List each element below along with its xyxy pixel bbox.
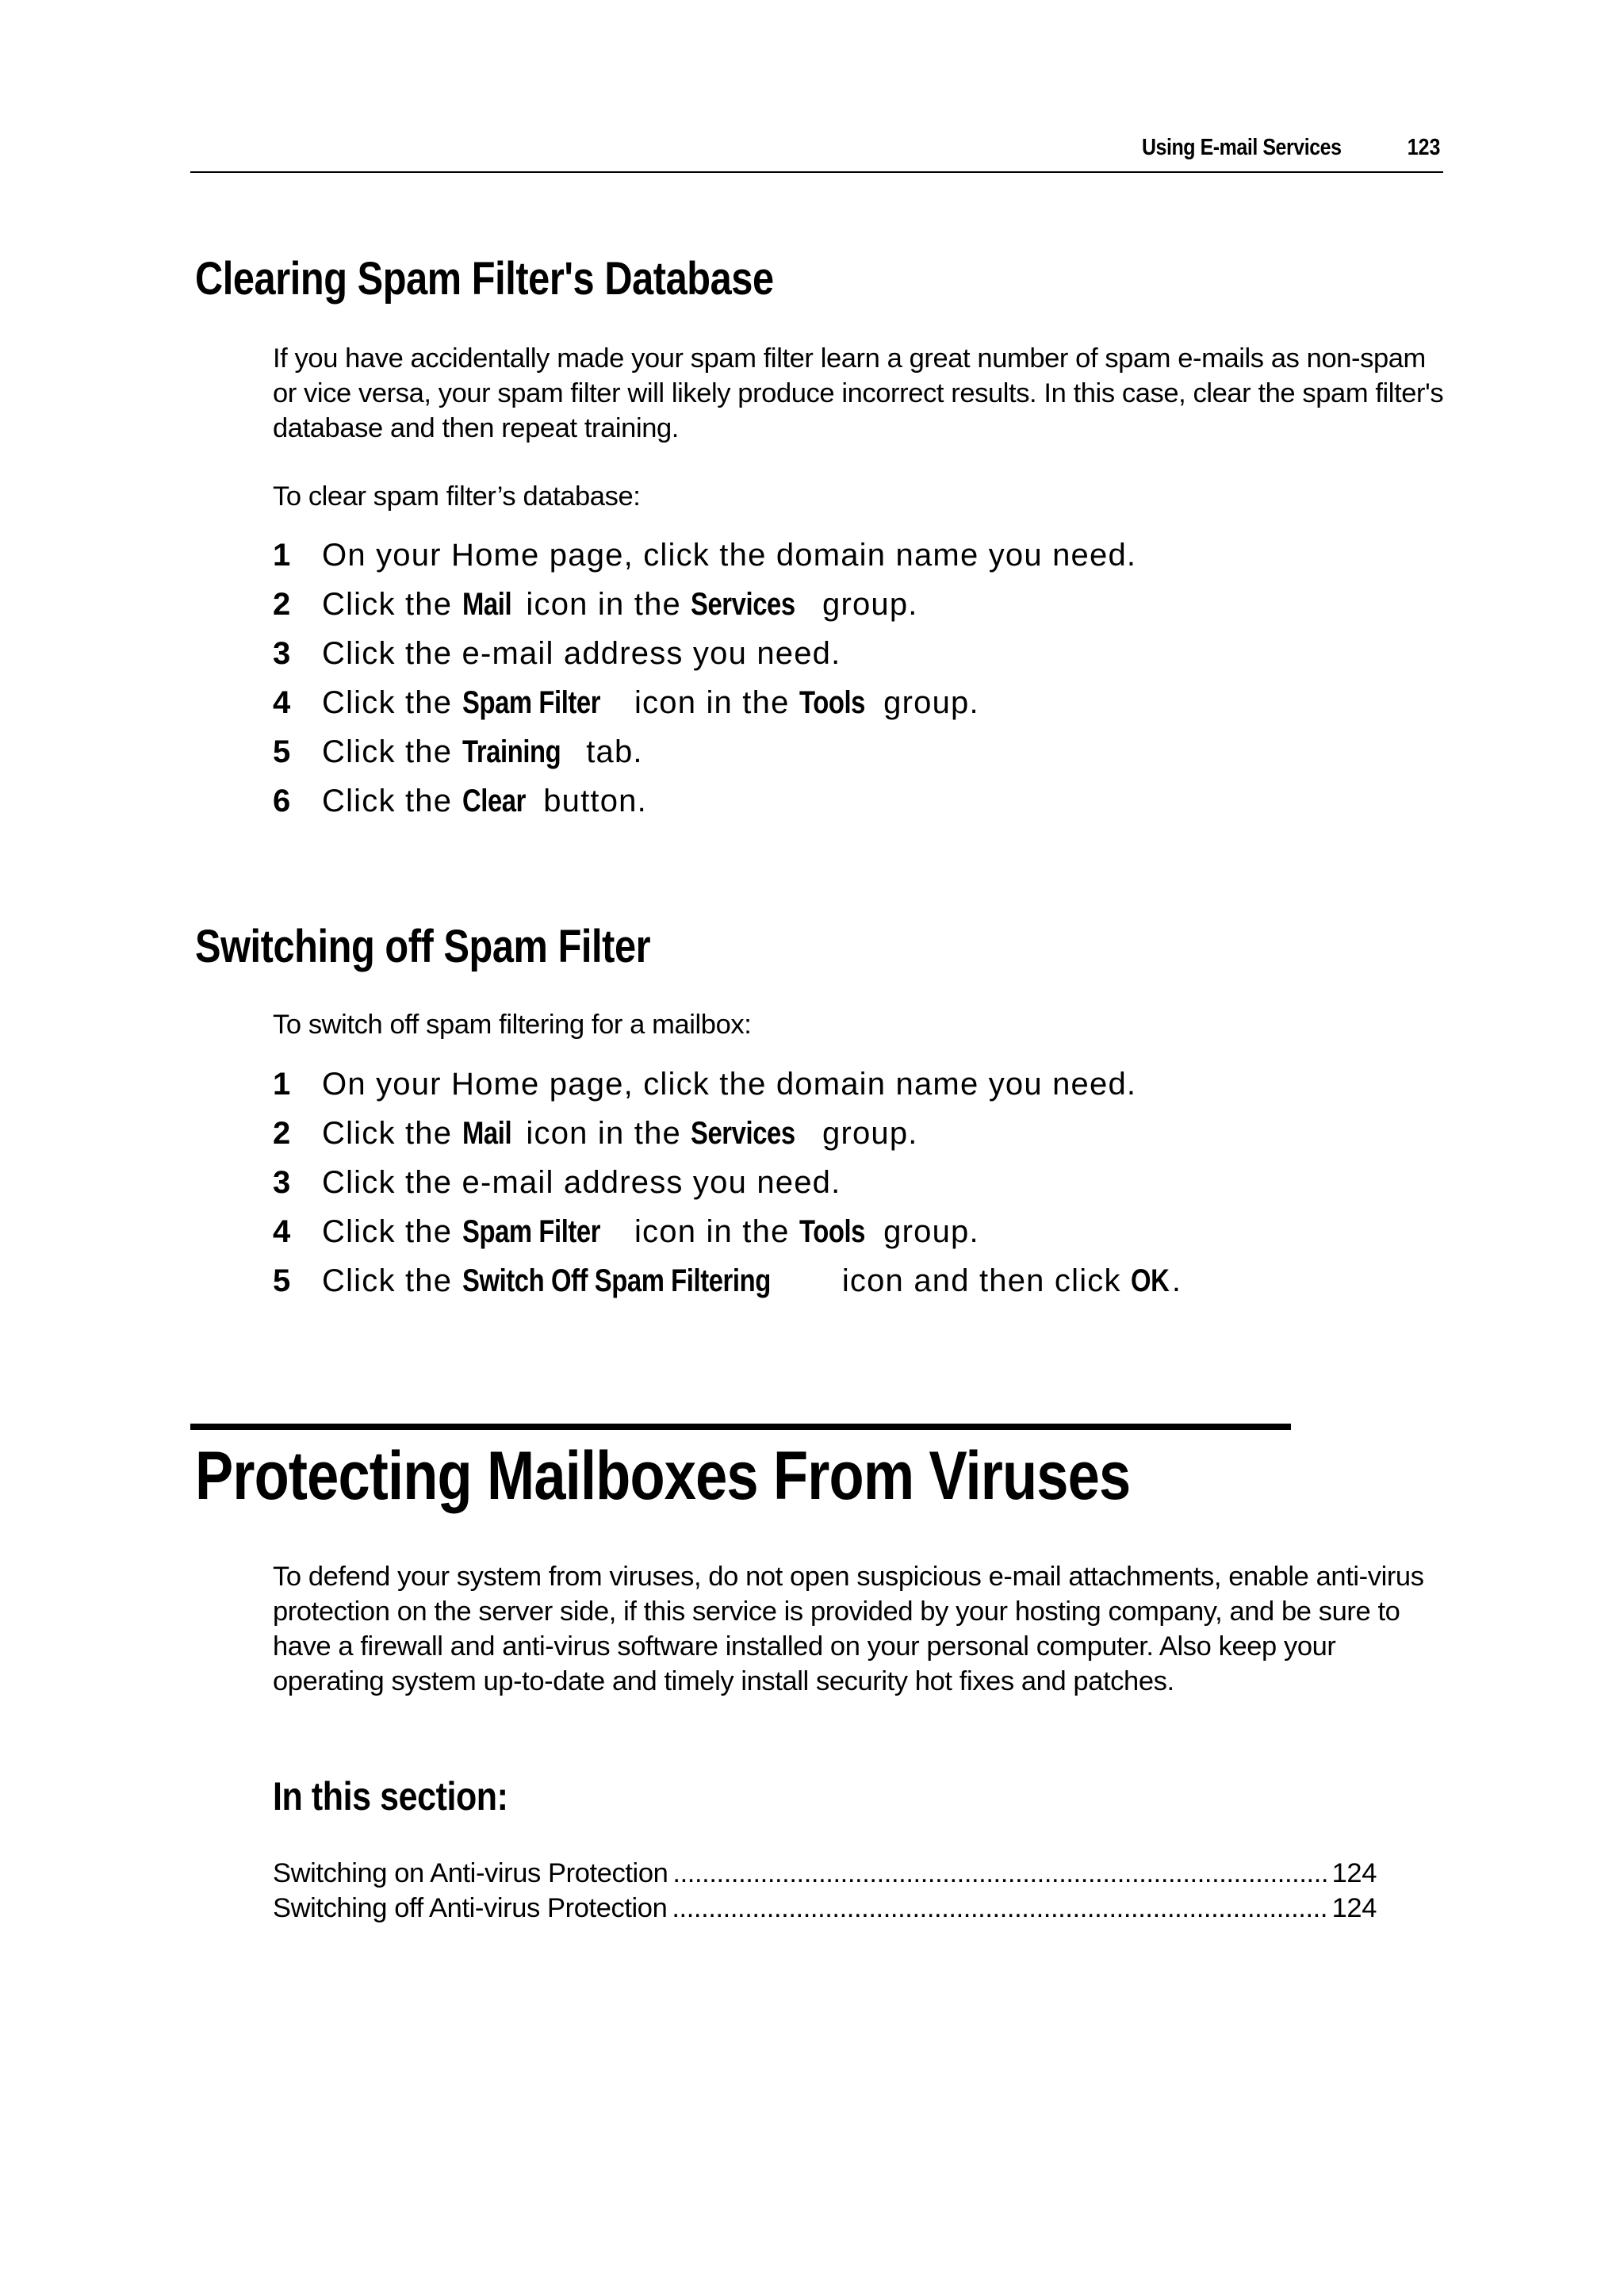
step-text-part: On your Home page, click the domain name you need.: [322, 538, 1137, 573]
step-item: [273, 1256, 1446, 1305]
step-text: [322, 580, 918, 629]
in-this-section-heading: In this section:: [273, 1774, 508, 1819]
step-text: [322, 1060, 1136, 1109]
toc-entry-page: 124: [1331, 1893, 1377, 1923]
step-text-part: group.: [812, 587, 918, 622]
step-text-part: group.: [873, 685, 979, 720]
toc-leader-dots: [672, 1856, 1327, 1891]
step-ui-term: Mail: [462, 1116, 511, 1151]
step-ui-term: OK: [1131, 1263, 1170, 1298]
steps-list-clearing-database: [273, 531, 1446, 826]
step-text: [322, 1109, 918, 1158]
chapter-heading: Protecting Mailboxes From Viruses: [195, 1438, 1131, 1514]
step-ui-term: Spam Filter: [462, 685, 600, 720]
toc-entry[interactable]: [273, 1856, 1377, 1891]
chapter-rule: [190, 1424, 1291, 1430]
step-number: 1: [273, 1067, 291, 1102]
page-number: 123: [1407, 135, 1440, 160]
step-item: [273, 1109, 1446, 1158]
step-text-part: Click the: [322, 587, 462, 622]
step-text: [322, 776, 647, 826]
toc-entry-page: 124: [1331, 1858, 1377, 1888]
step-text-part: Click the: [322, 734, 462, 769]
step-number: 3: [273, 636, 291, 671]
step-text-part: button.: [533, 784, 647, 818]
step-text-part: On your Home page, click the domain name you need.: [322, 1067, 1137, 1102]
step-number: 1: [273, 538, 291, 573]
chapter-intro: To defend your system from viruses, do not open suspicious e-mail attachments, enable anti-virus protection on the server side, if this service is provided by your hosting company, and be sure to have a firewall and anti-virus software installed on your personal computer. Also keep your operating system up-to-date and timely install security hot fixes and patches.: [273, 1562, 1424, 1696]
step-number: 4: [273, 685, 291, 720]
step-ui-term: Tools: [799, 1214, 865, 1249]
step-number: 5: [273, 734, 291, 769]
step-item: [273, 678, 1446, 727]
step-text-part: icon and then click: [832, 1263, 1132, 1298]
step-text-part: Click the: [322, 784, 462, 818]
toc-entry-label: Switching off Anti-virus Protection: [273, 1893, 668, 1923]
step-text-part: Click the e-mail address you need.: [322, 1165, 841, 1200]
step-number: 4: [273, 1214, 291, 1249]
step-number: 5: [273, 1263, 291, 1298]
step-text-part: Click the: [322, 1116, 462, 1151]
section-intro-clearing-database: If you have accidentally made your spam filter learn a great number of spam e-mails as non-spam or vice versa, your spam filter will likely produce incorrect results. In this case, clear the spam filter's database and then repeat training.: [273, 343, 1444, 443]
step-number: 3: [273, 1165, 291, 1200]
step-text: [322, 1207, 979, 1256]
step-text-part: icon in the: [624, 1214, 799, 1249]
step-text-part: icon in the: [516, 1116, 691, 1151]
step-text: [322, 1256, 1182, 1305]
step-text-part: Click the: [322, 685, 462, 720]
step-ui-term: Clear: [462, 784, 526, 818]
step-text-part: Click the e-mail address you need.: [322, 636, 841, 671]
section-heading-switching-off-spam-filter: Switching off Spam Filter: [195, 921, 651, 972]
step-item: [273, 1060, 1446, 1109]
step-text-part: .: [1171, 1263, 1182, 1298]
step-text: [322, 678, 979, 727]
running-header: [190, 133, 1443, 173]
step-text: [322, 727, 643, 776]
step-item: [273, 629, 1446, 678]
step-ui-term: Training: [462, 734, 561, 769]
step-item: [273, 727, 1446, 776]
step-text-part: icon in the: [516, 587, 691, 622]
step-ui-term: Services: [691, 1116, 795, 1151]
step-text: [322, 1158, 841, 1207]
toc-leader-dots: [672, 1891, 1327, 1926]
toc-entry-label: Switching on Anti-virus Protection: [273, 1858, 668, 1888]
step-item: [273, 1207, 1446, 1256]
step-text-part: group.: [873, 1214, 979, 1249]
step-text-part: Click the: [322, 1214, 462, 1249]
running-header-title: Using E-mail Services: [1142, 135, 1342, 160]
step-ui-term: Mail: [462, 587, 511, 622]
step-item: [273, 776, 1446, 826]
section-toc: [273, 1856, 1377, 1926]
step-number: 2: [273, 1116, 291, 1151]
step-item: [273, 531, 1446, 580]
steps-list-switching-off: [273, 1060, 1446, 1305]
step-text-part: icon in the: [624, 685, 799, 720]
step-ui-term: Spam Filter: [462, 1214, 600, 1249]
step-item: [273, 1158, 1446, 1207]
step-number: 6: [273, 784, 291, 818]
step-text: [322, 629, 841, 678]
step-number: 2: [273, 587, 291, 622]
section-heading-clearing-database: Clearing Spam Filter's Database: [195, 253, 774, 305]
procedure-lead-switching-off: To switch off spam filtering for a mailbox:: [273, 1010, 752, 1040]
step-ui-term: Tools: [799, 685, 865, 720]
step-text-part: Click the: [322, 1263, 462, 1298]
toc-entry[interactable]: [273, 1891, 1377, 1926]
step-ui-term: Switch Off Spam Filtering: [462, 1263, 771, 1298]
step-text-part: tab.: [576, 734, 643, 769]
step-ui-term: Services: [691, 587, 795, 622]
step-text: [322, 531, 1136, 580]
step-item: [273, 580, 1446, 629]
procedure-lead-clearing-database: To clear spam filter’s database:: [273, 481, 641, 512]
step-text-part: group.: [812, 1116, 918, 1151]
